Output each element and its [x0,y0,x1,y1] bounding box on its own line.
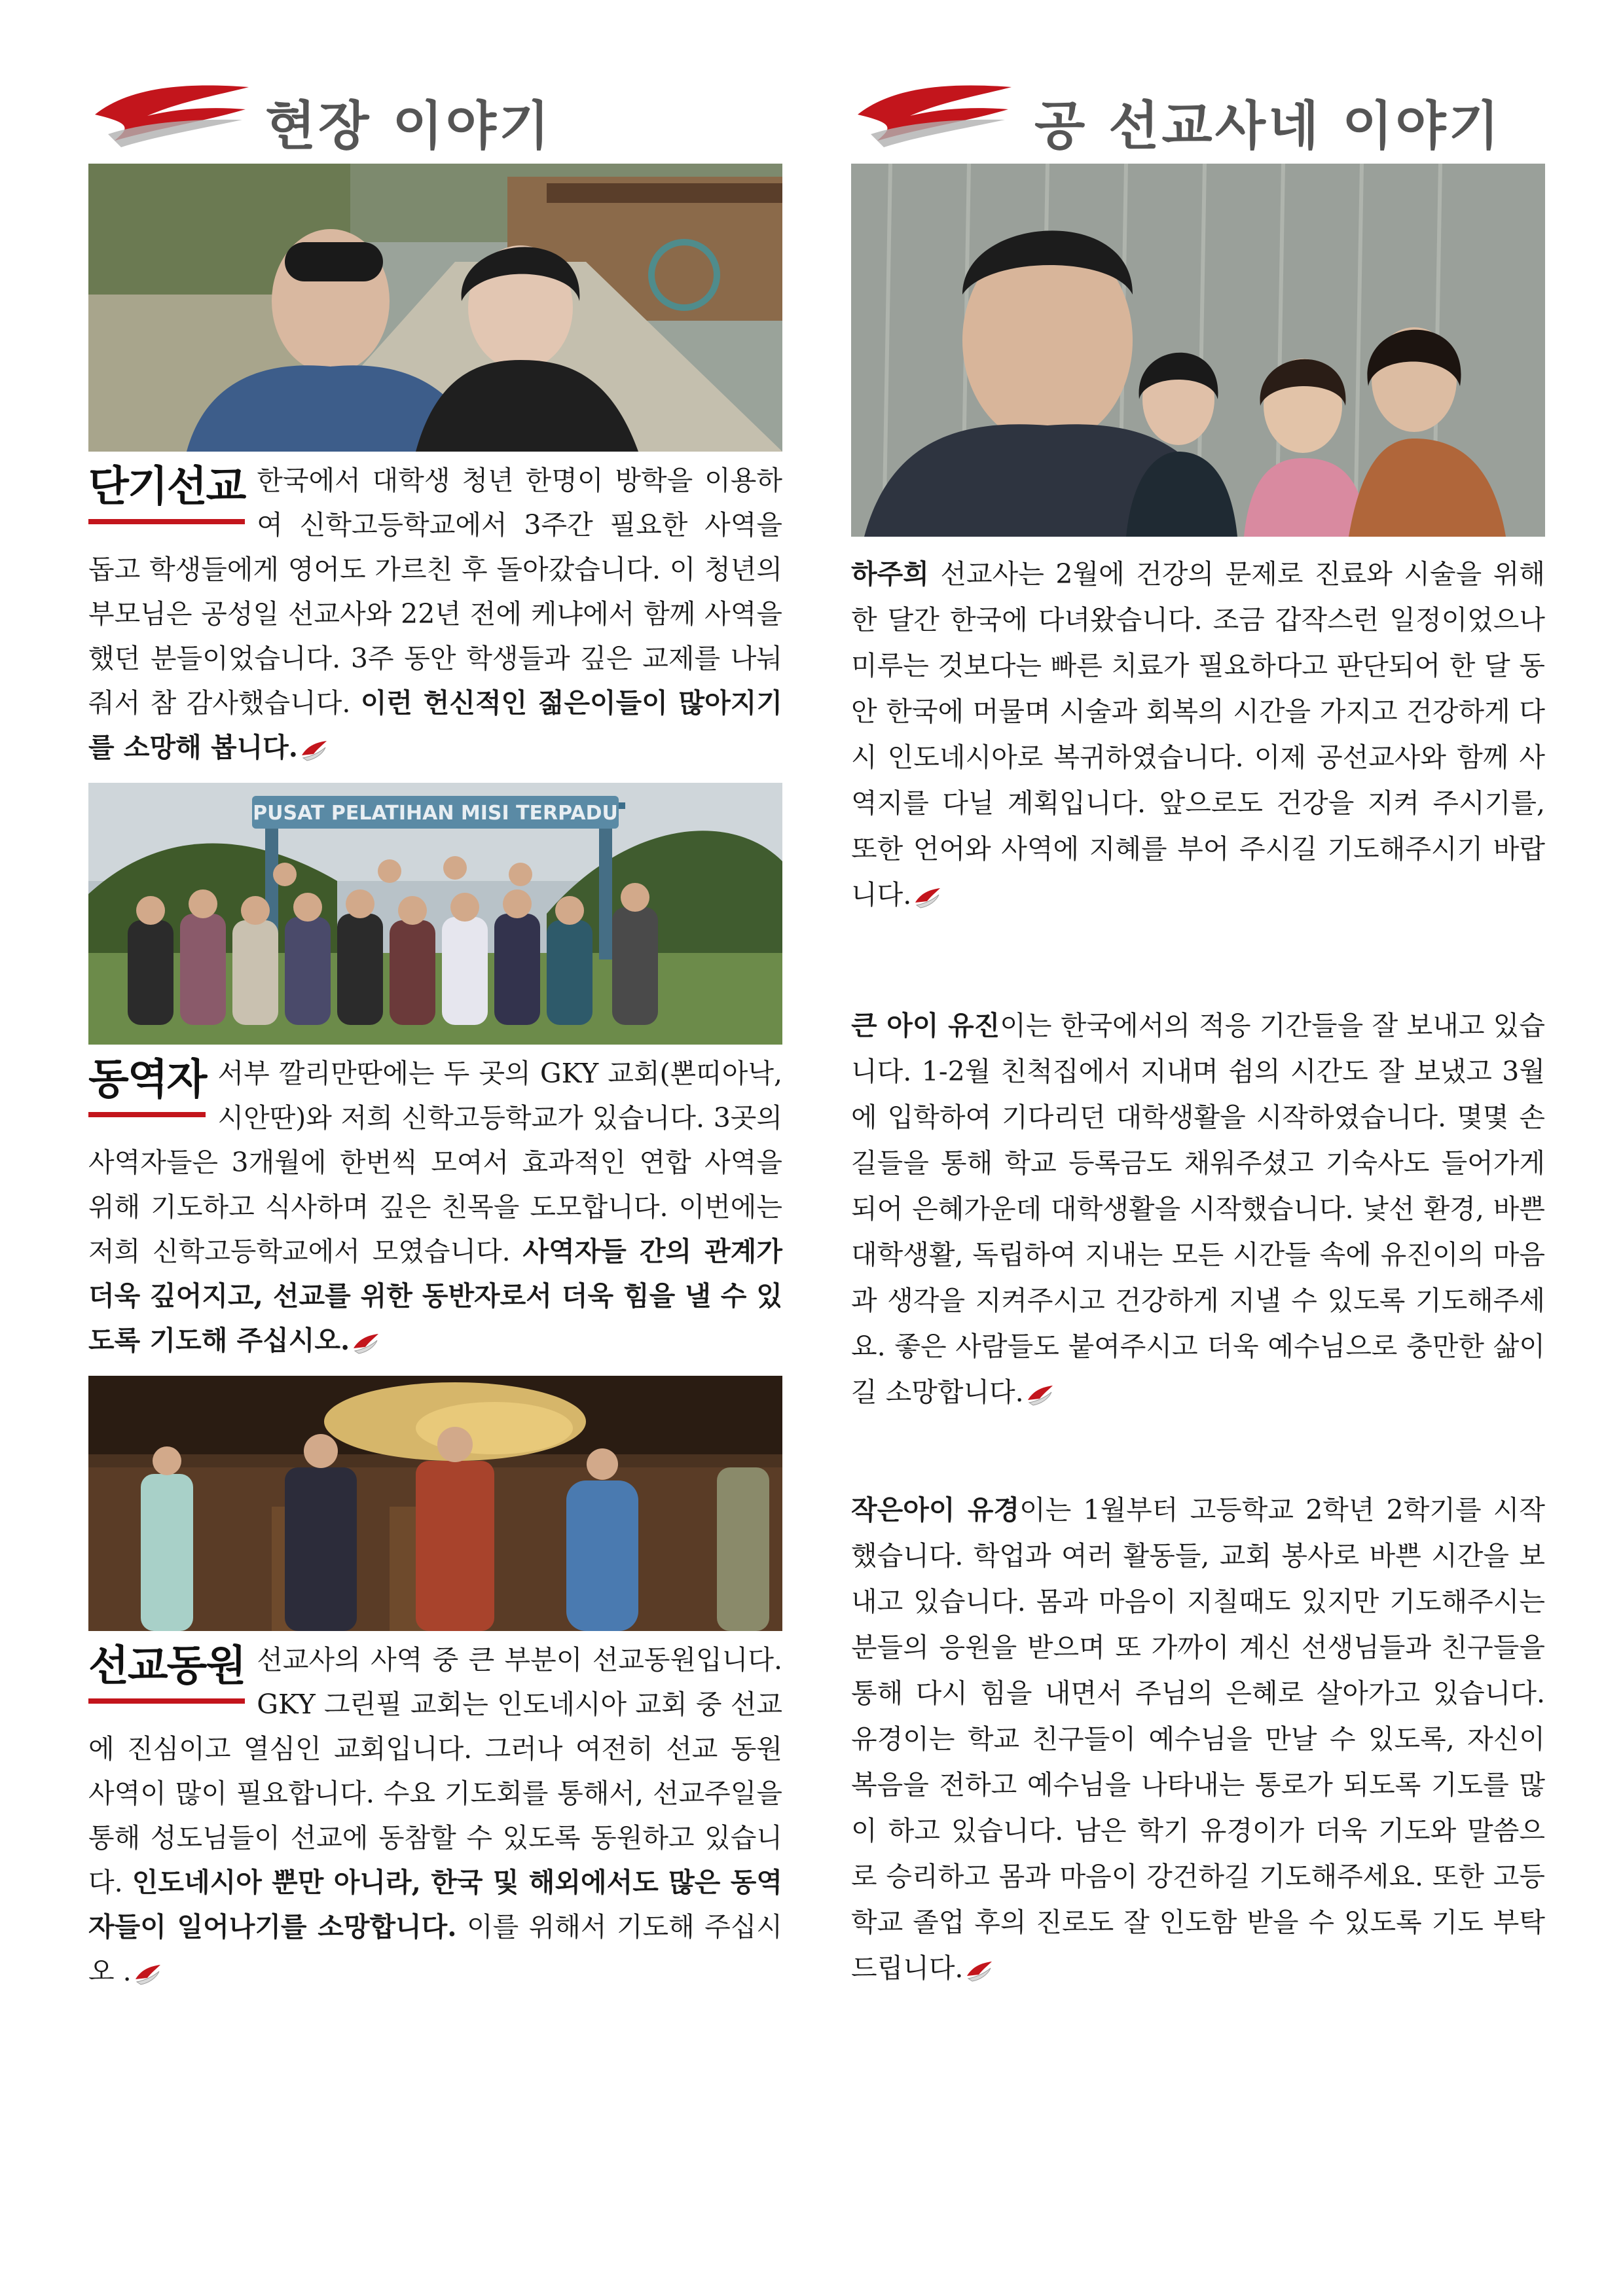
paragraph-younger-child [851,1487,1545,1991]
story-tail: 이를 위해서 기도해 주십시오 . [88,1911,783,1987]
story-label-box [88,462,245,524]
story-label: 선교동원 [88,1642,246,1691]
left-column [88,65,782,1994]
red-brush-decoration [88,69,252,154]
story-body: 서부 깔리만딴에는 두 곳의 GKY 교회(뽄띠아낙, 시안딴)와 저희 신학고등학교가 있습니다. 3곳의 사역자들은 3개월에 한번씩 모여서 효과적인 연합 사역을 위해 기도하고 식사하며 깊은 친목을 도모합니다. 이번에는 저희 신학고등학교에서 모였습니다. [88,1058,782,1267]
paragraph-body: 이는 1월부터 고등학교 2학년 2학기를 시작했습니다. 학업과 여러 활동들, 교회 봉사로 바쁜 시간을 보내고 있습니다. 몸과 마음이 지칠때도 있지만 기도해주시는 분들의 응원을 받으며 또 가까이 계신 선생님들과 친구들을 통해 다시 힘을 내면서 주님의 은혜로 살아가고 있습니다. 유경이는 학교 친구들이 예수님을 만날 수 있도록, 자신이 복음을 전하고 예수님을 나타내는 통로가 되도록 기도를 많이 하고 있습니다. 남은 학기 유경이가 더욱 기도와 말씀으로 승리하고 몸과 마음이 강건하길 기도해주세요. 또한 고등학교 졸업 후의 진로도 잘 인도함 받을 수 있도록 기도 부탁드립니다. [851,1494,1545,1984]
story-text [88,1051,782,1363]
story-label: 동역자 [88,1056,206,1104]
photo-short-term-mission [88,164,782,452]
story-mission-mobilization [88,1638,782,1994]
section-title: 공 선교사네 이야기 [1034,96,1502,156]
paragraph-body: 이는 한국에서의 적응 기간들을 잘 보내고 있습니다. 1-2월 친척집에서 지내며 쉼의 시간도 잘 보냈고 3월에 입학하여 기다리던 대학생활을 시작하였습니다. 몇몇 손길들을 통해 학교 등록금도 채워주셨고 기숙사도 들어가게 되어 은혜가운데 대학생활을 시작했습니다. 낯선 환경, 바쁜 대학생활, 독립하여 지내는 모든 시간들 속에 유진이의 마음과 생각을 지켜주시고 건강하게 지낼 수 있도록 기도해주세요. 좋은 사람들도 붙여주시고 더욱 예수님으로 충만한 삶이길 소망합니다. [851,1010,1546,1408]
photo-sign-text: PUSAT PELATIHAN MISI TERPADU [253,802,618,825]
story-text [88,1638,782,1994]
story-emphasis: 인도네시아 뿐만 아니라, 한국 및 해외에서도 많은 동역자들이 일어나기를 소망합니다. [88,1867,782,1943]
story-emphasis: 사역자들 간의 관계가 더욱 깊어지고, 선교를 위한 동반자로서 더욱 힘을 낼 수 있도록 기도해 주십시오. [88,1236,782,1356]
paragraph-wife [851,551,1545,918]
paragraph-lead: 하주희 [851,558,929,590]
story-label: 단기선교 [88,463,246,511]
story-body: 한국에서 대학생 청년 한명이 방학을 이용하여 신학고등학교에서 3주간 필요한 사역을 돕고 학생들에게 영어도 가르친 후 돌아갔습니다. 이 청년의 부모님은 공성일 선교사와 22년 전에 케냐에서 함께 사역을 했던 분들이었습니다. 3주 동안 학생들과 깊은 교제를 나눠줘서 참 감사했습니다. [88,465,782,719]
photo-church-mobilization [88,1376,782,1631]
paragraph-body: 선교사는 2월에 건강의 문제로 진료와 시술을 위해 한 달간 한국에 다녀왔습니다. 조금 갑작스런 일정이었으나 미루는 것보다는 빠른 치료가 필요하다고 판단되어 한 달 동안 한국에 머물며 시술과 회복의 시간을 가지고 건강하게 다시 인도네시아로 복귀하였습니다. 이제 공선교사와 함께 사역지를 다닐 계획입니다. 앞으로도 건강을 지켜 주시기를, 또한 언어와 사역에 지혜를 부어 주시길 기도해주시기 바랍니다. [851,558,1545,910]
paragraph-lead: 큰 아이 유진 [851,1010,1000,1041]
flag-mark-icon [134,1962,162,1986]
photo-coworkers-group [88,783,782,1045]
flag-mark-icon [914,886,941,909]
story-coworkers [88,1051,782,1363]
right-column [851,65,1545,1991]
story-short-term-mission [88,458,782,770]
red-brush-decoration [851,69,1015,154]
flag-mark-icon [966,1959,993,1982]
section-title: 현장 이야기 [265,96,553,156]
story-label-box [88,1055,206,1117]
story-body: 선교사의 사역 중 큰 부분이 선교동원입니다. GKY 그린필 교회는 인도네시아 교회 중 선교에 진심이고 열심인 교회입니다. 그러나 여전히 선교 동원 사역이 많이 필요합니다. 수요 기도회를 통해서, 선교주일을 통해 성도님들이 선교에 동참할 수 있도록 동원하고 있습니다. [88,1644,782,1898]
section-header-field-stories [88,65,782,164]
flag-mark-icon [301,738,328,762]
paragraph-lead: 작은아이 유경 [851,1494,1020,1526]
story-label-box [88,1641,245,1704]
paragraph-older-child [851,1003,1545,1415]
photo-family-selfie [851,164,1545,537]
flag-mark-icon [352,1331,380,1355]
section-header-family-stories [851,65,1545,164]
story-emphasis: 이런 헌신적인 젊은이들이 많아지기를 소망해 봅니다. [88,687,782,763]
flag-mark-icon [1027,1383,1054,1407]
story-text [88,458,782,770]
